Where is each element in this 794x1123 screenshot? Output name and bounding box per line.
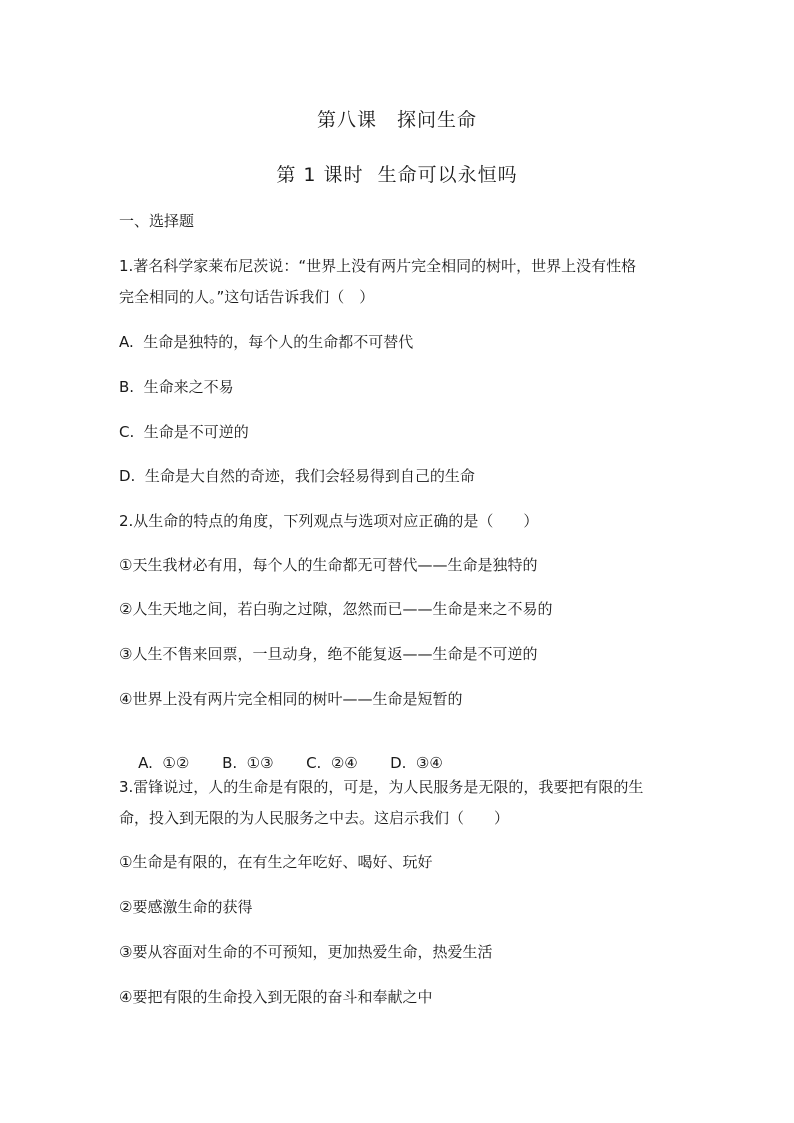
question-2-option-b: B. ①③: [222, 754, 274, 772]
question-1-option-c: C. 生命是不可逆的: [119, 423, 249, 441]
lesson-title: 第八课 探问生命: [316, 109, 477, 131]
question-3-statement-3: ③要从容面对生命的不可预知，更加热爱生命，热爱生活: [119, 943, 493, 961]
question-2-option-a: A. ①②: [138, 754, 190, 772]
question-2-statement-4: ④世界上没有两片完全相同的树叶——生命是短暂的: [119, 690, 463, 708]
question-2-stem: 2.从生命的特点的角度，下列观点与选项对应正确的是（ ）: [119, 512, 539, 530]
question-1-option-b: B. 生命来之不易: [119, 378, 234, 396]
question-3-statement-1: ①生命是有限的，在有生之年吃好、喝好、玩好: [119, 853, 433, 871]
question-1-stem-line-2: 完全相同的人。”这句话告诉我们（ ）: [119, 288, 375, 306]
question-2-statement-3: ③人生不售来回票，一旦动身，绝不能复返——生命是不可逆的: [119, 645, 538, 663]
question-2-statement-2: ②人生天地之间，若白驹之过隙，忽然而已——生命是来之不易的: [119, 600, 553, 618]
question-2-option-d: D. ③④: [390, 754, 443, 772]
question-3-stem-line-2: 命，投入到无限的为人民服务之中去。这启示我们（ ）: [119, 809, 510, 827]
period-title: 第 1 课时 生命可以永恒吗: [276, 164, 518, 186]
question-1-option-d: D. 生命是大自然的奇迹，我们会轻易得到自己的生命: [119, 467, 475, 485]
section-heading: 一、选择题: [119, 212, 195, 230]
question-3-stem-line-1: 3.雷锋说过，人的生命是有限的，可是，为人民服务是无限的，我要把有限的生: [119, 778, 644, 796]
question-1-stem-line-1: 1.著名科学家莱布尼茨说：“世界上没有两片完全相同的树叶，世界上没有性格: [119, 257, 637, 275]
question-3-statement-4: ④要把有限的生命投入到无限的奋斗和奉献之中: [119, 988, 433, 1006]
question-3-statement-2: ②要感激生命的获得: [119, 898, 253, 916]
question-2-option-c: C. ②④: [306, 754, 358, 772]
question-2-statement-1: ①天生我材必有用，每个人的生命都无可替代——生命是独特的: [119, 556, 538, 574]
question-1-option-a: A. 生命是独特的，每个人的生命都不可替代: [119, 333, 414, 351]
